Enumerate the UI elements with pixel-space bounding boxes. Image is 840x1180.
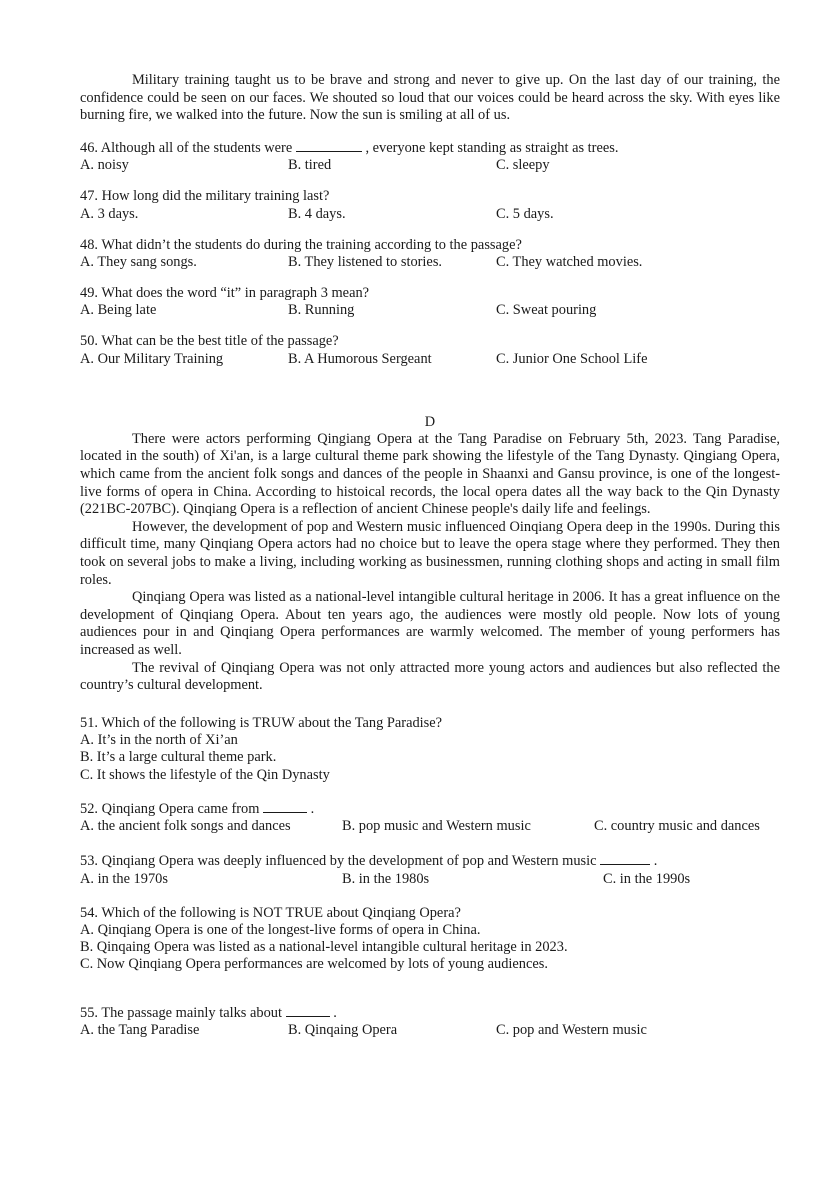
question-47	[80, 188, 780, 223]
question-48-options	[80, 254, 780, 272]
answer-blank	[296, 139, 362, 152]
option-c[interactable]: C. Junior One School Life	[496, 350, 648, 367]
option-b[interactable]: B. It’s a large cultural theme park.	[80, 749, 277, 766]
passage-paragraph-3: Qinqiang Opera was listed as a national-level intangible cultural heritage in 2006. It has a great influence on the development of Qinqiang Opera. About ten years ago, the audiences were mostly old people. Now lots of young audiences pour in and Qinqiang Opera performances are warmly welcomed. The member of young performers has increased as well.	[80, 589, 780, 658]
question-48-stem: 48. What didn’t the students do during the training according to the passage?	[80, 236, 522, 253]
option-b[interactable]: B. Qinqaing Opera	[288, 1021, 398, 1038]
option-c[interactable]: C. Now Qinqiang Opera performances are welcomed by lots of young audiences.	[80, 956, 548, 973]
option-c[interactable]: C. sleepy	[496, 157, 550, 174]
question-47-stem: 47. How long did the military training last?	[80, 188, 330, 205]
option-a[interactable]: A. They sang songs.	[80, 254, 197, 270]
option-b[interactable]: B. tired	[288, 157, 332, 174]
question-55-options	[80, 1022, 780, 1040]
question-54	[80, 905, 780, 974]
section-d-heading: D	[424, 413, 436, 430]
option-a[interactable]: A. in the 1970s	[80, 870, 168, 887]
option-a[interactable]: A. the Tang Paradise	[80, 1021, 200, 1038]
answer-blank	[263, 800, 307, 813]
option-b[interactable]: B. A Humorous Sergeant	[288, 350, 432, 367]
option-c[interactable]: C. country music and dances	[594, 818, 760, 835]
option-b[interactable]: B. pop music and Western music	[342, 818, 531, 835]
option-b[interactable]: B. Qinqaing Opera was listed as a national-level intangible cultural heritage in 2023.	[80, 939, 568, 956]
question-46	[80, 139, 780, 175]
question-51	[80, 715, 780, 784]
question-46-options	[80, 157, 780, 175]
option-a[interactable]: A. It’s in the north of Xi’an	[80, 732, 238, 749]
question-48	[80, 237, 780, 272]
question-47-options	[80, 206, 780, 224]
option-c[interactable]: C. Sweat pouring	[496, 302, 597, 319]
question-50-options	[80, 351, 780, 369]
question-53-stem: 53. Qinqiang Opera was deeply influenced by the development of pop and Western music .	[80, 853, 658, 870]
intro-paragraph: Military training taught us to be brave and strong and never to give up. On the last day of our training, the confidence could be seen on our faces. We shouted so loud that our voices could be heard across the sky. With eyes like burning fire, we walked into the future. Now the sun is smiling at all of us.	[80, 72, 780, 124]
option-a[interactable]: A. the ancient folk songs and dances	[80, 818, 291, 835]
answer-blank	[286, 1004, 330, 1017]
option-b[interactable]: B. 4 days.	[288, 205, 346, 222]
question-49-options	[80, 302, 780, 320]
question-51-stem: 51. Which of the following is TRUW about the Tang Paradise?	[80, 714, 443, 731]
question-53	[80, 852, 780, 888]
option-c[interactable]: C. It shows the lifestyle of the Qin Dynasty	[80, 766, 330, 783]
option-c[interactable]: C. pop and Western music	[496, 1021, 647, 1038]
question-55	[80, 1004, 780, 1040]
option-b[interactable]: B. in the 1980s	[342, 870, 430, 887]
question-46-stem: 46. Although all of the students were , everyone kept standing as straight as trees.	[80, 139, 619, 156]
option-a[interactable]: A. Qinqiang Opera is one of the longest-live forms of opera in China.	[80, 921, 481, 938]
option-a[interactable]: A. noisy	[80, 157, 129, 174]
option-b[interactable]: B. They listened to stories.	[288, 254, 443, 270]
option-a[interactable]: A. 3 days.	[80, 205, 139, 222]
question-51-options	[80, 732, 780, 784]
question-54-stem: 54. Which of the following is NOT TRUE about Qinqiang Opera?	[80, 904, 461, 921]
passage-paragraph-2: However, the development of pop and Western music influenced Oinqiang Opera deep in the 1990s. During this difficult time, many Qinqiang Opera actors had no choice but to leave the opera stage where they performed. They then took on several jobs to make a living, including working as businessmen, running clothing shops and acting in small film roles.	[80, 518, 780, 588]
question-50-stem: 50. What can be the best title of the passage?	[80, 333, 339, 350]
passage-paragraph-1: There were actors performing Qingiang Opera at the Tang Paradise on February 5th, 2023. Tang Paradise, located in the south) of Xi'an, is a large cultural theme park showing the lifestyle of the Tang Dynasty. Qingiang Opera, which came from the ancient folk songs and dances of the people in Shaanxi and Gansu province, is one of the longest-live forms of opera in China. According to histoical records, the local opera dates all the way back to the Qin Dynasty (221BC-207BC). Qinqiang Opera is a reflection of ancient Chinese people's daily life and feelings.	[80, 430, 780, 518]
option-a[interactable]: A. Our Military Training	[80, 350, 224, 367]
option-a[interactable]: A. Being late	[80, 302, 157, 319]
answer-blank	[600, 852, 650, 865]
exam-page	[80, 72, 780, 1040]
question-55-stem: 55. The passage mainly talks about .	[80, 1004, 337, 1021]
question-49-stem: 49. What does the word “it” in paragraph 3 mean?	[80, 285, 370, 301]
passage-paragraph-4: The revival of Qinqiang Opera was not only attracted more young actors and audiences but also reflected the country’s cultural development.	[80, 659, 780, 694]
option-b[interactable]: B. Running	[288, 302, 355, 319]
question-52-stem: 52. Qinqiang Opera came from .	[80, 800, 315, 817]
question-52-options	[80, 818, 780, 836]
question-53-options	[80, 871, 780, 889]
option-c[interactable]: C. in the 1990s	[603, 870, 691, 887]
section-d-passage	[80, 431, 780, 695]
question-54-options	[80, 922, 780, 974]
question-52	[80, 800, 780, 836]
option-c[interactable]: C. 5 days.	[496, 205, 554, 222]
question-50	[80, 333, 780, 368]
option-c[interactable]: C. They watched movies.	[496, 254, 643, 270]
question-49	[80, 285, 780, 320]
